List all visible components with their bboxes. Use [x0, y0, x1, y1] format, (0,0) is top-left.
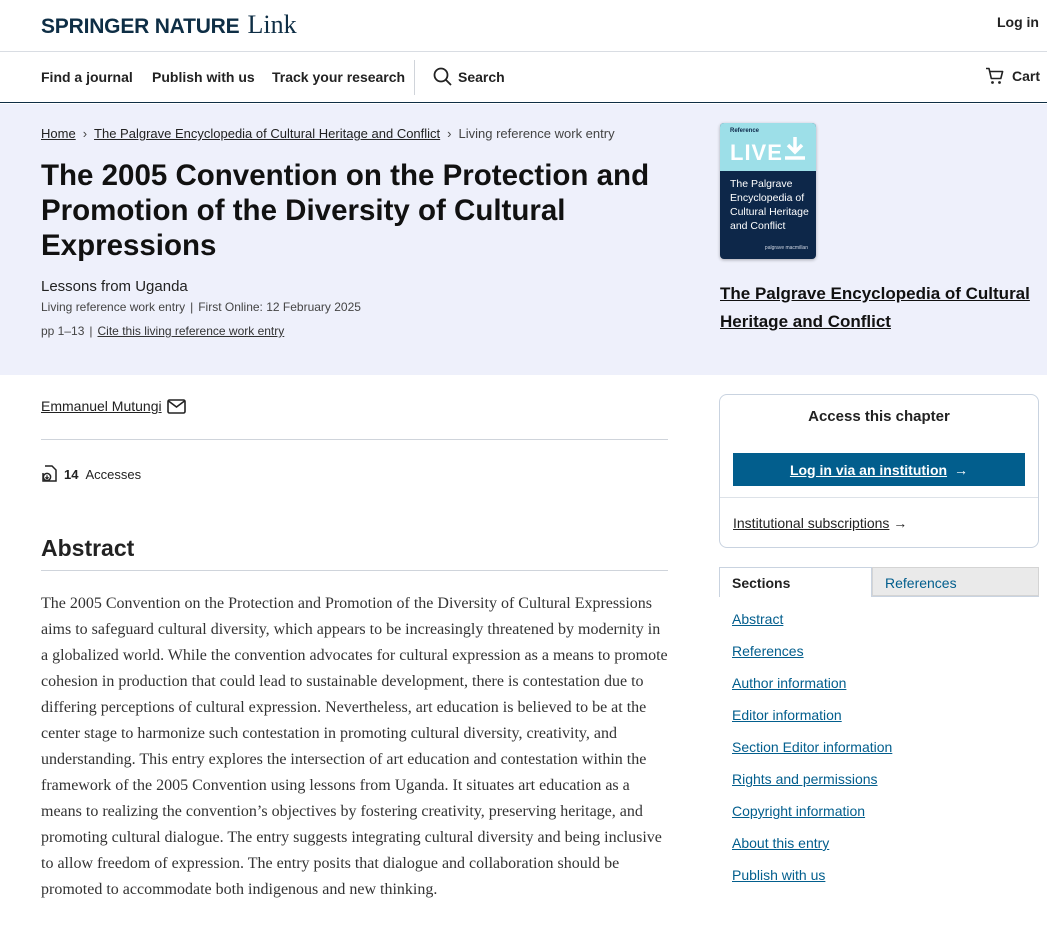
access-heading: Access this chapter	[808, 408, 950, 425]
institutional-subscriptions-label: Institutional subscriptions	[733, 515, 890, 531]
nav-divider	[414, 60, 415, 95]
divider	[720, 497, 1038, 498]
download-count-icon	[41, 465, 58, 483]
article-pages-cite: pp 1–13 | Cite this living reference work entry	[41, 324, 285, 338]
section-link-references[interactable]: References	[732, 643, 804, 659]
section-link-about-entry[interactable]: About this entry	[732, 835, 830, 851]
login-institution-button[interactable]	[733, 453, 1025, 486]
divider	[41, 439, 668, 440]
cover-title: The Palgrave Encyclopedia of Cultural Heritage and Conflict	[730, 178, 809, 232]
author-name[interactable]: Emmanuel Mutungi	[41, 398, 162, 414]
cite-link[interactable]: Cite this living reference work entry	[97, 324, 285, 338]
chevron-right-icon: ›	[82, 126, 88, 141]
cart-icon	[985, 67, 1004, 85]
book-title-link[interactable]: The Palgrave Encyclopedia of Cultural Heritage and Conflict	[720, 284, 1030, 331]
article-header	[0, 104, 1047, 375]
cover-publisher: palgrave macmillan	[764, 245, 808, 251]
accesses-label: Accesses	[85, 466, 142, 482]
search-button[interactable]	[433, 67, 505, 86]
tab-references[interactable]: References	[872, 567, 1039, 596]
abstract-heading: Abstract	[41, 535, 135, 561]
section-link-copyright-information[interactable]: Copyright information	[732, 803, 866, 819]
book-cover[interactable]	[720, 123, 816, 259]
brand-link-word: Link	[247, 10, 297, 39]
login-institution-label: Log in via an institution	[789, 461, 948, 478]
cover-reference-label: Reference	[730, 128, 760, 134]
springer-nature-link-logo[interactable]	[41, 10, 297, 40]
arrow-right-icon: →	[954, 461, 969, 478]
section-link-rights-permissions[interactable]: Rights and permissions	[732, 771, 878, 787]
nav-track-research[interactable]: Track your research	[272, 69, 406, 85]
section-link-section-editor-information[interactable]: Section Editor information	[732, 739, 893, 755]
section-link-abstract[interactable]: Abstract	[732, 611, 784, 627]
section-link-author-information[interactable]: Author information	[732, 675, 847, 691]
breadcrumb	[41, 126, 615, 141]
accesses-count: 14	[64, 466, 79, 482]
download-icon	[783, 135, 807, 161]
institutional-subscriptions-link[interactable]: Institutional subscriptions →	[733, 515, 908, 531]
email-icon[interactable]	[167, 399, 186, 414]
sections-list	[732, 611, 892, 899]
page-range: pp 1–13	[41, 324, 85, 338]
article-meta: Living reference work entry | First Online: 12 February 2025	[41, 300, 361, 314]
divider	[41, 570, 668, 571]
brand-bar	[0, 0, 1047, 52]
search-label: Search	[458, 68, 505, 85]
nav-publish-with-us[interactable]: Publish with us	[152, 69, 255, 85]
cart-label: Cart	[1011, 68, 1040, 84]
breadcrumb-current: Living reference work entry	[458, 126, 615, 141]
author-line	[41, 398, 186, 414]
login-link[interactable]: Log in	[997, 14, 1039, 30]
search-icon	[433, 67, 452, 86]
cover-banner	[720, 123, 816, 171]
article-subtitle: Lessons from Uganda	[41, 278, 188, 295]
tab-sections[interactable]: Sections	[719, 567, 872, 597]
chevron-right-icon: ›	[447, 126, 452, 141]
section-link-editor-information[interactable]: Editor information	[732, 707, 842, 723]
nav-find-journal[interactable]: Find a journal	[41, 69, 133, 85]
breadcrumb-book[interactable]: The Palgrave Encyclopedia of Cultural Heritage and Conflict	[94, 126, 441, 141]
brand-name: SPRINGER NATURE	[41, 15, 240, 38]
abstract-text: The 2005 Convention on the Protection and Promotion of the Diversity of Cultural Expressions aims to safeguard cultural diversity, which appears to be increasingly threatened by modernity in a globalized world. While the convention advocates for cultural expression as a means to promote cohesion in production that could lead to sustainable development, there is contestation due to differing perceptions of cultural expression. Nevertheless, art education is believed to be at the center stage to harmonize such contestation in promoting cultural diversity, creativity, and understanding. This entry explores the intersection of art education and contestation within the framework of the 2005 Convention using lessons from Uganda. It situates art education as a means to realizing the convention’s objectives by fostering creativity, preserving heritage, and promoting cultural dialogue. The entry suggests integrating cultural diversity and being inclusive to allow freedom of expression. The entry posits that dialogue and collaboration should be promoted to accommodate both indigenous and new thinking.	[41, 595, 668, 898]
accesses-metric	[41, 465, 141, 483]
cover-live-label: LIVE	[730, 140, 783, 165]
tab-underline	[872, 596, 1039, 597]
entry-type: Living reference work entry	[41, 300, 186, 314]
access-panel	[719, 394, 1039, 548]
first-online: First Online: 12 February 2025	[198, 300, 361, 314]
cart-button[interactable]	[985, 67, 1040, 85]
page-title: The 2005 Convention on the Protection and Promotion of the Diversity of Cultural Expressions	[41, 159, 650, 262]
main-nav	[0, 52, 1047, 103]
section-link-publish-with-us[interactable]: Publish with us	[732, 867, 826, 883]
breadcrumb-home[interactable]: Home	[41, 126, 76, 141]
